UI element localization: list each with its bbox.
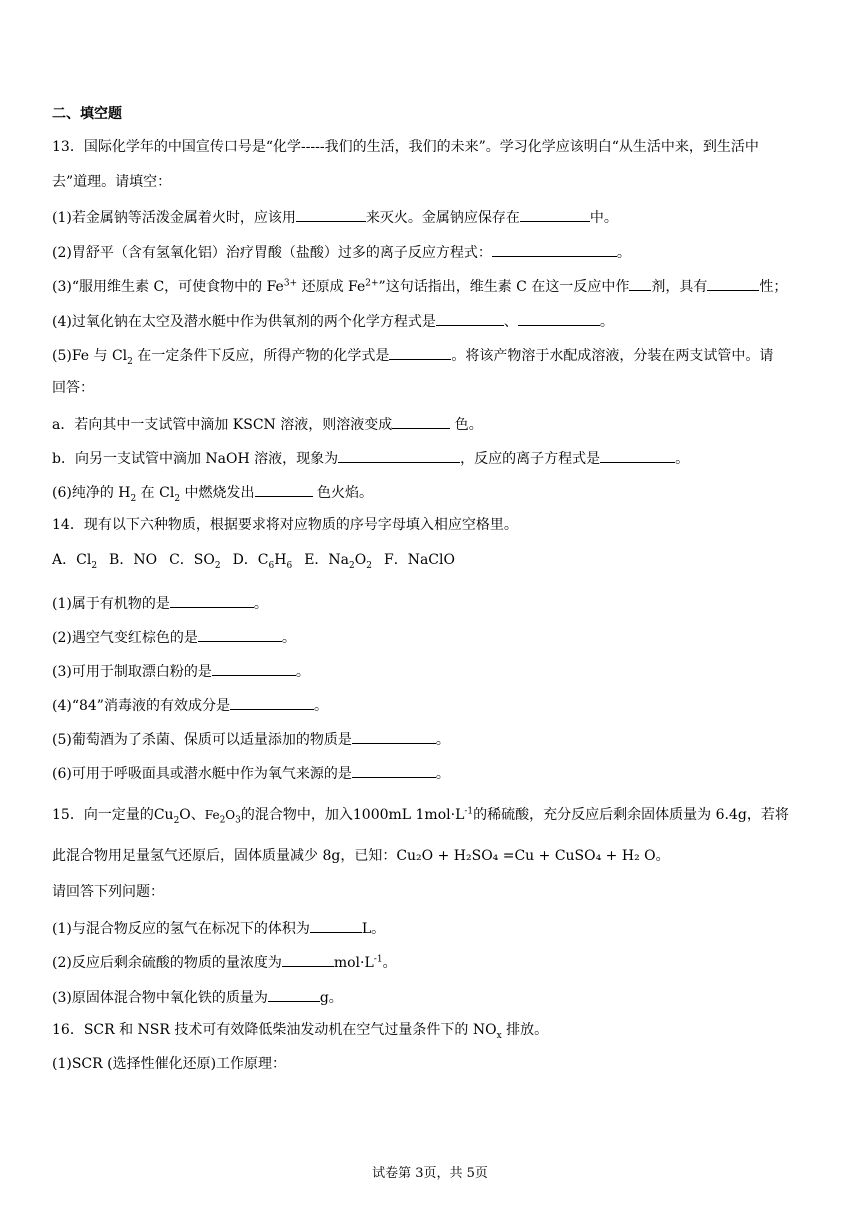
punct: 。 bbox=[382, 955, 397, 971]
q14-stem: 14．现有以下六种物质，根据要求将对应物质的序号字母填入相应空格里。 bbox=[52, 517, 518, 533]
q14-part5 bbox=[52, 728, 812, 750]
q13-p5-text-c: 。将该产物溶于水配成溶液，分装在两支试管中。请 bbox=[451, 348, 774, 364]
q13-p6-text-c: 中燃烧发出 bbox=[180, 485, 255, 501]
q13-part3 bbox=[52, 275, 812, 297]
answer-blank[interactable] bbox=[198, 626, 282, 642]
answer-blank[interactable] bbox=[518, 310, 600, 326]
punct: 。 bbox=[435, 732, 450, 748]
q15-p3-text-a: (3)原固体混合物中氧化铁的质量为 bbox=[52, 990, 268, 1006]
answer-blank[interactable] bbox=[212, 660, 296, 676]
subscript: x bbox=[496, 1030, 502, 1041]
q13-p4-text-c: 。 bbox=[599, 314, 614, 330]
q13-p1-text-c: 中。 bbox=[589, 210, 618, 226]
q14-part1 bbox=[52, 592, 812, 614]
q15-p3-text-b: g。 bbox=[319, 990, 343, 1006]
q14-part3 bbox=[52, 660, 812, 682]
punct: 。 bbox=[295, 664, 310, 680]
punct: 。 bbox=[655, 848, 670, 864]
option-f: F．NaClO bbox=[383, 552, 455, 568]
q15-text-c: 的稀硫酸，充分反应后剩余固体质量为 6.4g，若将 bbox=[473, 807, 789, 823]
option-b: B．NO bbox=[109, 552, 158, 568]
q16-text-b: 排放。 bbox=[501, 1022, 549, 1038]
q15-part3 bbox=[52, 986, 812, 1008]
q13-p5-text-b: 在一定条件下反应，所得产物的化学式是 bbox=[132, 348, 390, 364]
answer-blank[interactable] bbox=[520, 206, 590, 222]
answer-blank[interactable] bbox=[436, 310, 504, 326]
q13-stem-line2: 去”道理。请填空： bbox=[52, 174, 172, 190]
concentration: 1000mL $1mol\cdot L^{-1}$ bbox=[352, 806, 474, 823]
answer-blank[interactable] bbox=[268, 986, 320, 1002]
section-title: 二、填空题 bbox=[52, 106, 122, 122]
punct: 。 bbox=[281, 630, 296, 646]
subscript: 2 bbox=[127, 356, 133, 367]
q13-p3-text-a: (3)“服用维生素 C，可使食物中的 Fe bbox=[52, 279, 284, 295]
ion-charge: 2+ bbox=[365, 278, 379, 289]
q13-part-a bbox=[52, 413, 812, 435]
answer-blank[interactable] bbox=[707, 275, 759, 291]
q13-p3-text-e: 性； bbox=[759, 279, 788, 295]
q13-stem-line1: 13．国际化学年的中国宣传口号是“化学-----我们的生活，我们的未来”。学习化学应该明白“从生活中来，到生活中 bbox=[52, 139, 759, 155]
q13-p6-text-a: (6)纯净的 H bbox=[52, 485, 131, 501]
ion-charge: 3+ bbox=[283, 278, 298, 289]
punct: 。 bbox=[253, 596, 268, 612]
q13-part6 bbox=[52, 481, 812, 503]
q15-ask: 请回答下列问题： bbox=[52, 884, 164, 900]
answer-blank[interactable] bbox=[255, 481, 313, 497]
q13-part5-cont: 回答： bbox=[52, 380, 94, 396]
q15-stem-line1 bbox=[52, 805, 812, 825]
q15-p2-text-a: (2)反应后剩余硫酸的物质的量浓度为 bbox=[52, 955, 282, 971]
formula-fe2o3: $Fe_2O_3$ bbox=[204, 808, 241, 826]
q14-part2 bbox=[52, 626, 812, 648]
q13-p6-text-d: 色火焰。 bbox=[312, 485, 373, 501]
answer-blank[interactable] bbox=[230, 694, 314, 710]
answer-blank[interactable] bbox=[310, 917, 362, 933]
q15-text-b: 的混合物中，加入 bbox=[240, 807, 353, 823]
q13-pb-text-c: 。 bbox=[675, 451, 690, 467]
q15-text-d: 此混合物用足量氢气还原后，固体质量减少 8g，已知： bbox=[52, 848, 397, 864]
q13-pa-text-b: 色。 bbox=[450, 417, 483, 433]
q13-p3-text-b: 还原成 Fe bbox=[297, 279, 366, 295]
q16-part1: (1)SCR (选择性催化还原)工作原理： bbox=[52, 1056, 287, 1072]
q13-p2-text-b: 。 bbox=[616, 245, 631, 261]
q14-p6-text: (6)可用于呼吸面具或潜水艇中作为氧气来源的是 bbox=[52, 766, 352, 782]
q15-stem-line2 bbox=[52, 846, 812, 866]
separator: 、 bbox=[190, 807, 205, 823]
q13-pb-text-a: b．向另一支试管中滴加 NaOH 溶液，现象为 bbox=[52, 451, 339, 467]
q15-p1-text-a: (1)与混合物反应的氢气在标况下的体积为 bbox=[52, 921, 310, 937]
subscript: 2 bbox=[130, 493, 137, 504]
q13-part5 bbox=[52, 344, 812, 366]
q13-p3-text-c: ”这句话指出，维生素 C 在这一反应中作 bbox=[378, 279, 630, 295]
reaction-equation: Cu₂O + H₂SO₄ =Cu + CuSO₄ + H₂ O bbox=[396, 848, 656, 864]
q13-p3-text-d: 剂，具有 bbox=[651, 279, 708, 295]
q15-part2 bbox=[52, 951, 812, 973]
q13-p1-text-b: 来灭火。金属钠应保存在 bbox=[365, 210, 520, 226]
q15-part1 bbox=[52, 917, 812, 939]
answer-blank[interactable] bbox=[338, 447, 460, 463]
punct: 。 bbox=[435, 766, 450, 782]
q13-p5-text-a: (5)Fe 与 Cl bbox=[52, 348, 128, 364]
q13-part-b bbox=[52, 447, 812, 469]
q14-p3-text: (3)可用于制取漂白粉的是 bbox=[52, 664, 212, 680]
q14-p5-text: (5)葡萄酒为了杀菌、保质可以适量添加的物质是 bbox=[52, 732, 352, 748]
q14-options bbox=[52, 550, 812, 570]
q13-pa-text-a: a．若向其中一支试管中滴加 KSCN 溶液，则溶液变成 bbox=[52, 417, 393, 433]
answer-blank[interactable] bbox=[282, 951, 334, 967]
q13-p1-text-a: (1)若金属钠等活泼金属着火时，应该用 bbox=[52, 210, 296, 226]
answer-blank[interactable] bbox=[492, 241, 617, 257]
q13-p4-text-a: (4)过氧化钠在太空及潜水艇中作为供氧剂的两个化学方程式是 bbox=[52, 314, 436, 330]
answer-blank[interactable] bbox=[296, 206, 366, 222]
q15-text-a: 15．向一定量的 bbox=[52, 807, 154, 823]
page-footer: 试卷第 3页，共 5页 bbox=[372, 1166, 488, 1181]
q14-p2-text: (2)遇空气变红棕色的是 bbox=[52, 630, 198, 646]
option-a: A．$Cl_2$ bbox=[52, 552, 98, 571]
q14-p1-text: (1)属于有机物的是 bbox=[52, 596, 170, 612]
answer-blank[interactable] bbox=[629, 275, 651, 291]
q13-p4-text-b: 、 bbox=[503, 314, 518, 330]
answer-blank[interactable] bbox=[392, 413, 450, 429]
q15-p2-unit: mol·L bbox=[333, 955, 374, 971]
answer-blank[interactable] bbox=[389, 344, 451, 360]
q16-stem bbox=[52, 1020, 812, 1040]
subscript: 2 bbox=[174, 493, 181, 504]
unit-exponent: -1 bbox=[373, 954, 383, 965]
option-e: E．$Na_2O_2$ bbox=[304, 552, 372, 571]
q14-part6 bbox=[52, 762, 812, 784]
answer-blank[interactable] bbox=[352, 762, 436, 778]
q13-part4 bbox=[52, 310, 812, 332]
q13-p2-text-a: (2)胃舒平（含有氢氧化铝）治疗胃酸（盐酸）过多的离子反应方程式： bbox=[52, 245, 492, 261]
option-c: C．$SO_2$ bbox=[169, 552, 221, 571]
q15-p1-text-b: L。 bbox=[361, 921, 386, 937]
answer-blank[interactable] bbox=[170, 592, 254, 608]
answer-blank[interactable] bbox=[600, 447, 675, 463]
q13-part2 bbox=[52, 241, 812, 263]
option-d: D．$C_6H_6$ bbox=[232, 552, 293, 571]
q13-p6-text-b: 在 Cl bbox=[136, 485, 175, 501]
q16-text-a: 16．SCR 和 NSR 技术可有效降低柴油发动机在空气过量条件下的 NO bbox=[52, 1022, 497, 1038]
q13-pb-text-b: ，反应的离子方程式是 bbox=[460, 451, 601, 467]
formula-cu2o: $Cu_2O$ bbox=[153, 807, 191, 826]
q14-p4-text: (4)“84”消毒液的有效成分是 bbox=[52, 698, 230, 714]
q14-part4 bbox=[52, 694, 812, 716]
punct: 。 bbox=[313, 698, 328, 714]
q13-part1 bbox=[52, 206, 812, 228]
answer-blank[interactable] bbox=[352, 728, 436, 744]
